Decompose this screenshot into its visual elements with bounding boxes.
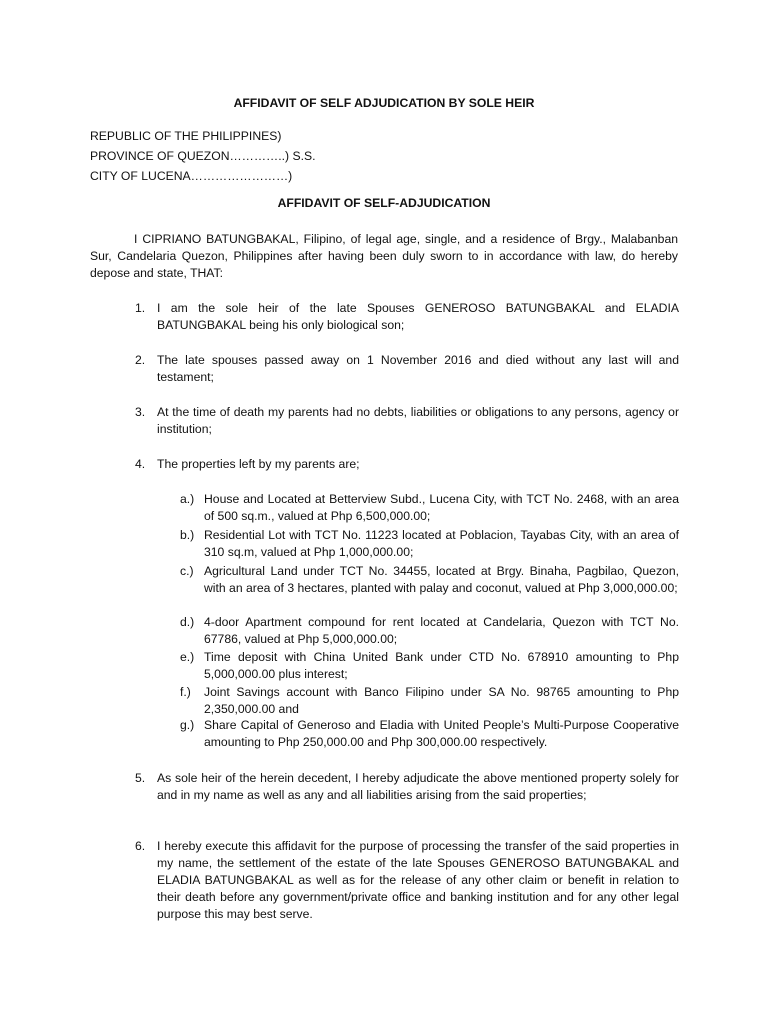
property-text: Agricultural Land under TCT No. 34455, located at Brgy. Binaha, Pagbilao, Quezon, with an area of 3 hectares, planted with palay and coconut, valued at Php 3,000,000.00;	[204, 564, 679, 595]
document-subtitle: AFFIDAVIT OF SELF-ADJUDICATION	[277, 196, 491, 210]
venue-block	[90, 126, 316, 186]
property-letter: d.)	[180, 615, 195, 629]
property-text: House and Located at Betterview Subd., Lucena City, with TCT No. 2468, with an area of 500 sq.m., valued at Php 6,500,000.00;	[204, 492, 679, 523]
property-letter: a.)	[180, 492, 195, 506]
intro-paragraph: I CIPRIANO BATUNGBAKAL, Filipino, of legal age, single, and a residence of Brgy., Malabanban Sur, Candelaria Quezon, Philippines after having been duly sworn to in accordance with law, do hereby depose and state, THAT:	[90, 232, 678, 280]
item-number: 6.	[135, 839, 146, 853]
item-text: I hereby execute this affidavit for the purpose of processing the transfer of the said properties in my name, the settlement of the estate of the late Spouses GENEROSO BATUNGBAKAL and ELADIA BATUNGBAKAL as well as for the release of any other claim or benefit in relation to their death before any government/private office and banking institution and for any other legal purpose this may best serve.	[157, 839, 679, 921]
item-number: 5.	[135, 771, 146, 785]
venue-line-province: PROVINCE OF QUEZON…………..) S.S.	[90, 149, 316, 163]
property-text: Joint Savings account with Banco Filipino under SA No. 98765 amounting to Php 2,350,000.00 and	[204, 685, 679, 716]
item-number: 1.	[135, 301, 146, 315]
item-text: As sole heir of the herein decedent, I hereby adjudicate the above mentioned property solely for and in my name as well as any and all liabilities arising from the said properties;	[157, 771, 679, 802]
item-text: At the time of death my parents had no debts, liabilities or obligations to any persons, agency or institution;	[157, 405, 679, 436]
venue-line-republic: REPUBLIC OF THE PHILIPPINES)	[90, 129, 282, 143]
property-letter: g.)	[180, 718, 195, 732]
property-letter: c.)	[180, 564, 194, 578]
item-number: 2.	[135, 353, 146, 367]
document-title: AFFIDAVIT OF SELF ADJUDICATION BY SOLE HEIR	[233, 96, 535, 110]
venue-line-city: CITY OF LUCENA……………………)	[90, 169, 293, 183]
item-text: The late spouses passed away on 1 November 2016 and died without any last will and testament;	[157, 353, 679, 384]
property-text: Residential Lot with TCT No. 11223 located at Poblacion, Tayabas City, with an area of 310 sq.m, valued at Php 1,000,000.00;	[204, 528, 679, 559]
property-text: Time deposit with China United Bank under CTD No. 678910 amounting to Php 5,000,000.00 plus interest;	[204, 650, 679, 681]
property-letter: b.)	[180, 528, 195, 542]
item-text: I am the sole heir of the late Spouses GENEROSO BATUNGBAKAL and ELADIA BATUNGBAKAL being his only biological son;	[157, 301, 679, 332]
property-text: Share Capital of Generoso and Eladia with United People’s Multi-Purpose Cooperative amounting to Php 250,000.00 and Php 300,000.00 respectively.	[204, 718, 679, 749]
property-letter: f.)	[180, 685, 191, 699]
property-text: 4-door Apartment compound for rent located at Candelaria, Quezon with TCT No. 67786, valued at Php 5,000,000.00;	[204, 615, 679, 646]
item-text: The properties left by my parents are;	[157, 457, 360, 471]
item-number: 4.	[135, 457, 146, 471]
item-number: 3.	[135, 405, 146, 419]
property-letter: e.)	[180, 650, 195, 664]
